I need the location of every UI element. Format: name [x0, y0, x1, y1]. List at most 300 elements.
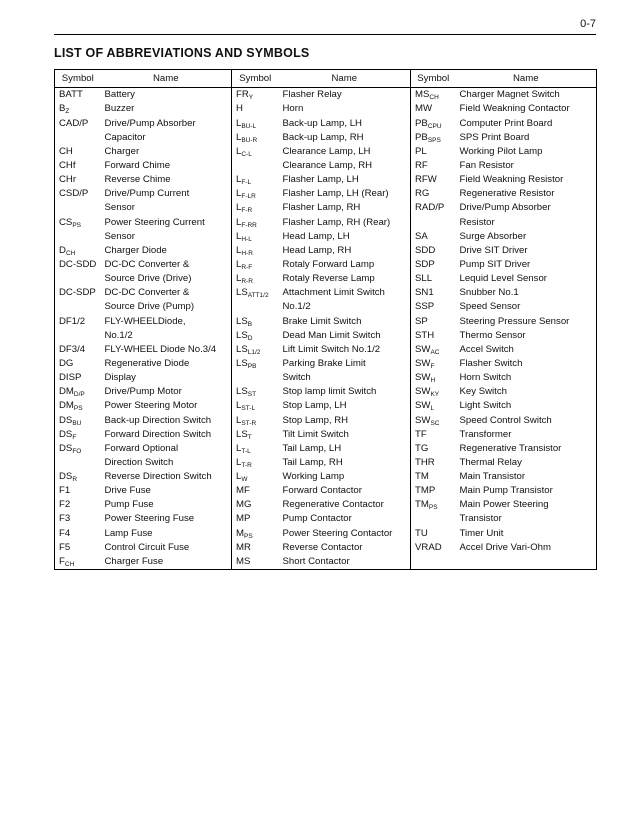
symbol-text: TU — [415, 527, 428, 539]
symbol-cell — [411, 371, 456, 385]
symbol-cell — [411, 314, 456, 328]
symbol-text: M — [236, 527, 244, 539]
column-header-name: Name — [456, 70, 597, 88]
symbol-cell — [411, 555, 456, 570]
name-cell: Head Lamp, RH — [282, 244, 352, 256]
symbol-cell — [232, 470, 279, 484]
name-cell: Working Lamp — [282, 471, 345, 483]
symbol-text: DM — [59, 400, 74, 412]
symbol-text: SN1 — [415, 287, 434, 299]
name-cell: SPS Print Board — [456, 130, 597, 144]
symbol-text: SP — [415, 315, 428, 327]
symbol-cell — [55, 413, 101, 427]
name-cell: Drive Fuse — [104, 485, 151, 497]
symbol-cell — [411, 343, 456, 357]
symbol-subscript: F-R — [241, 207, 253, 215]
name-cell: Rotaly Forward Lamp — [282, 258, 375, 270]
symbol-cell — [232, 442, 279, 456]
name-cell: FLY-WHEELDiode, — [104, 315, 186, 327]
symbol-text: L — [236, 174, 242, 186]
name-cell: Timer Unit — [456, 526, 597, 540]
symbol-text: DISP — [59, 372, 82, 384]
name-cell: Drive/Pump Absorber — [456, 201, 597, 215]
table-row — [55, 272, 597, 286]
symbol-subscript: ST-R — [241, 419, 257, 427]
symbol-cell — [55, 88, 101, 103]
symbol-text: SW — [415, 386, 431, 398]
symbol-cell — [55, 130, 101, 144]
symbol-text: L — [236, 244, 242, 256]
table-row — [55, 328, 597, 342]
symbol-cell — [232, 300, 279, 314]
symbol-cell — [55, 526, 101, 540]
symbol-text: CSD/P — [59, 188, 89, 200]
symbol-subscript: Z — [65, 108, 70, 116]
symbol-cell — [411, 130, 456, 144]
symbol-cell — [55, 215, 101, 229]
table-row — [55, 427, 597, 441]
name-cell: Back-up Direction Switch — [104, 414, 212, 426]
symbol-subscript: SPS — [427, 136, 441, 144]
symbol-subscript: FO — [72, 447, 82, 455]
symbol-text: L — [236, 131, 242, 143]
symbol-cell — [55, 470, 101, 484]
name-cell: Power Steering Motor — [104, 400, 198, 412]
symbol-cell — [411, 286, 456, 300]
column-header-name: Name — [101, 70, 232, 88]
symbol-cell — [55, 512, 101, 526]
table-row — [55, 484, 597, 498]
symbol-text: DC-SDD — [59, 258, 97, 270]
symbol-text: FR — [236, 89, 249, 101]
name-cell: Transformer — [456, 427, 597, 441]
name-cell: Charger Diode — [104, 244, 167, 256]
table-header-row — [55, 70, 597, 88]
symbol-subscript: B — [247, 320, 253, 328]
symbol-cell — [411, 427, 456, 441]
name-cell: Stop Lamp, RH — [282, 414, 349, 426]
symbol-cell — [411, 102, 456, 116]
symbol-text: L — [236, 258, 242, 270]
column-header-symbol: Symbol — [55, 70, 101, 88]
table-row — [55, 555, 597, 570]
name-cell: Drive/Pump Absorber — [104, 117, 196, 129]
symbol-cell — [411, 201, 456, 215]
name-cell: Main Pump Transistor — [456, 484, 597, 498]
symbol-cell — [411, 244, 456, 258]
name-cell: Flasher Lamp, LH — [282, 174, 359, 186]
name-cell: Drive/Pump Motor — [104, 386, 182, 398]
name-cell: Direction Switch — [104, 456, 174, 468]
symbol-cell — [55, 541, 101, 555]
name-cell: Flasher Relay — [282, 89, 342, 101]
symbol-cell — [411, 541, 456, 555]
name-cell: Tilt Limit Switch — [282, 428, 349, 440]
symbol-text: DC-SDP — [59, 287, 96, 299]
name-cell: Accel Drive Vari-Ohm — [456, 541, 597, 555]
name-cell: DC-DC Converter & — [104, 287, 190, 299]
symbol-text: DS — [59, 442, 73, 454]
name-cell: Thermo Sensor — [456, 328, 597, 342]
symbol-cell — [55, 498, 101, 512]
symbol-text: PL — [415, 145, 427, 157]
symbol-text: F2 — [59, 499, 71, 511]
table-row — [55, 258, 597, 272]
symbol-text: H — [236, 103, 243, 115]
symbol-cell — [55, 385, 101, 399]
symbol-text: DG — [59, 357, 74, 369]
name-cell: Capacitor — [104, 131, 146, 143]
symbol-text: CAD/P — [59, 117, 89, 129]
table-row — [55, 498, 597, 512]
symbol-cell — [232, 215, 279, 229]
table-row — [55, 385, 597, 399]
symbol-text: RFW — [415, 174, 437, 186]
name-cell: Tail Lamp, RH — [282, 456, 343, 468]
symbol-cell — [232, 201, 279, 215]
table-row — [55, 541, 597, 555]
name-cell: Computer Print Board — [456, 116, 597, 130]
symbol-cell — [55, 258, 101, 272]
symbol-text: L — [236, 202, 242, 214]
symbol-text: L — [236, 400, 242, 412]
symbol-text: RAD/P — [415, 202, 445, 214]
name-cell: Working Pilot Lamp — [456, 145, 597, 159]
name-cell: Regenerative Transistor — [456, 442, 597, 456]
symbol-subscript: ST — [247, 391, 257, 399]
name-cell: Field Weakning Resistor — [456, 173, 597, 187]
symbol-cell — [411, 526, 456, 540]
table-row — [55, 442, 597, 456]
name-cell: Key Switch — [456, 385, 597, 399]
page-number: 0-7 — [580, 18, 596, 30]
symbol-subscript: L — [430, 405, 435, 413]
symbol-cell — [411, 88, 456, 103]
symbol-subscript: F — [72, 433, 77, 441]
symbol-cell — [55, 201, 101, 215]
symbol-cell — [232, 187, 279, 201]
symbol-cell — [55, 159, 101, 173]
table-row — [55, 314, 597, 328]
name-cell: Power Steering Fuse — [104, 513, 195, 525]
symbol-cell — [232, 258, 279, 272]
symbol-text: F4 — [59, 527, 71, 539]
symbol-cell — [232, 314, 279, 328]
symbol-cell — [411, 215, 456, 229]
symbol-text: LS — [236, 386, 248, 398]
name-cell: Attachment Limit Switch — [282, 287, 385, 299]
name-cell: Horn — [282, 103, 304, 115]
table-row — [55, 286, 597, 300]
name-cell: Speed Control Switch — [456, 413, 597, 427]
symbol-subscript: CPU — [427, 122, 442, 130]
symbol-text: CHf — [59, 159, 76, 171]
table-row — [55, 456, 597, 470]
name-cell: Surge Absorber — [456, 229, 597, 243]
name-cell: Source Drive (Drive) — [104, 273, 192, 285]
symbol-text: DS — [59, 428, 73, 440]
symbol-subscript: R-R — [241, 278, 253, 286]
symbol-subscript: H — [430, 377, 436, 385]
name-cell: Light Switch — [456, 399, 597, 413]
symbol-cell — [232, 102, 279, 116]
name-cell: Forward Direction Switch — [104, 428, 212, 440]
symbol-cell — [55, 229, 101, 243]
symbol-text: SLL — [415, 273, 433, 285]
symbol-text: F1 — [59, 485, 71, 497]
symbol-cell — [55, 314, 101, 328]
symbol-cell — [55, 399, 101, 413]
symbol-text: L — [236, 216, 242, 228]
name-cell: Switch — [282, 372, 311, 384]
symbol-subscript: CH — [64, 560, 75, 568]
symbol-text: CH — [59, 145, 73, 157]
name-cell: Flasher Lamp, RH — [282, 202, 361, 214]
symbol-text: RF — [415, 159, 428, 171]
symbol-subscript: CH — [429, 94, 439, 102]
name-cell: No.1/2 — [282, 301, 311, 313]
symbol-cell — [411, 173, 456, 187]
symbol-text: SW — [415, 400, 431, 412]
name-cell: Regenerative Diode — [104, 357, 190, 369]
symbol-subscript: T — [247, 433, 252, 441]
table-row — [55, 187, 597, 201]
symbol-text: L — [236, 230, 242, 242]
symbol-cell — [55, 286, 101, 300]
name-cell: Drive SIT Driver — [456, 244, 597, 258]
symbol-cell — [55, 244, 101, 258]
symbol-text: MS — [415, 89, 430, 101]
symbol-subscript: PB — [247, 362, 257, 370]
symbol-text: F5 — [59, 541, 71, 553]
table-row — [55, 145, 597, 159]
symbol-text: THR — [415, 456, 435, 468]
column-header-symbol: Symbol — [411, 70, 456, 88]
symbol-cell — [55, 328, 101, 342]
symbol-text: B — [59, 103, 66, 115]
symbol-subscript: BU-R — [241, 136, 258, 144]
symbol-text: TM — [415, 471, 429, 483]
symbol-text: LS — [236, 428, 248, 440]
symbol-text: TMP — [415, 485, 436, 497]
name-cell: Control Circuit Fuse — [104, 541, 190, 553]
symbol-cell — [55, 173, 101, 187]
symbol-cell — [232, 88, 279, 103]
symbol-cell — [411, 442, 456, 456]
symbol-subscript: Y — [248, 94, 254, 102]
symbol-text: DF3/4 — [59, 343, 86, 355]
name-cell: Head Lamp, LH — [282, 230, 350, 242]
symbol-cell — [232, 456, 279, 470]
name-cell: No.1/2 — [104, 329, 133, 341]
symbol-subscript: PS — [244, 532, 253, 540]
name-cell: Speed Sensor — [456, 300, 597, 314]
symbol-subscript: PS — [428, 504, 438, 512]
name-cell: Regenerative Resistor — [456, 187, 597, 201]
symbol-subscript: BU — [72, 419, 82, 427]
name-cell: Forward Contactor — [282, 485, 362, 497]
symbol-cell — [55, 371, 101, 385]
symbol-cell — [232, 484, 279, 498]
symbol-cell — [55, 484, 101, 498]
name-cell: Charger — [104, 145, 140, 157]
symbol-text: SSP — [415, 301, 435, 313]
symbol-subscript: D — [247, 334, 253, 342]
symbol-subscript: BU-L — [241, 122, 257, 130]
symbol-subscript: R-F — [241, 263, 253, 271]
symbol-subscript: H-L — [241, 235, 252, 243]
symbol-text: DF1/2 — [59, 315, 86, 327]
name-cell: Tail Lamp, LH — [282, 442, 342, 454]
table-row — [55, 413, 597, 427]
symbol-text: LS — [236, 315, 248, 327]
symbol-text: LS — [236, 343, 248, 355]
symbol-cell — [411, 116, 456, 130]
symbol-cell — [411, 357, 456, 371]
symbol-text: TM — [415, 499, 429, 511]
symbol-subscript: CH — [65, 249, 76, 257]
symbol-cell — [55, 300, 101, 314]
name-cell: Short Contactor — [279, 555, 411, 570]
symbol-cell — [411, 328, 456, 342]
symbol-text: L — [236, 442, 242, 454]
name-cell: Charger Magnet Switch — [456, 88, 597, 103]
symbol-cell — [232, 526, 279, 540]
symbol-cell — [55, 187, 101, 201]
symbol-cell — [232, 328, 279, 342]
name-cell: Sensor — [104, 202, 135, 214]
name-cell: Pump Fuse — [104, 499, 154, 511]
name-cell: Accel Switch — [456, 343, 597, 357]
symbol-text: SW — [415, 357, 431, 369]
symbol-text: VRAD — [415, 541, 442, 553]
name-cell: FLY-WHEEL Diode No.3/4 — [104, 343, 217, 355]
symbol-text: SW — [415, 343, 431, 355]
symbol-cell — [55, 145, 101, 159]
symbol-cell — [232, 413, 279, 427]
name-cell: Main Power Steering — [456, 498, 597, 512]
name-cell: Stop Lamp, LH — [282, 400, 347, 412]
symbol-text: MG — [236, 499, 252, 511]
symbol-cell — [232, 371, 279, 385]
name-cell: Buzzer — [104, 103, 135, 115]
symbol-subscript: AC — [430, 348, 440, 356]
symbol-cell — [55, 343, 101, 357]
table-row — [55, 173, 597, 187]
symbol-text: L — [236, 117, 242, 129]
symbol-text: F — [59, 555, 65, 567]
table-row — [55, 116, 597, 130]
symbol-cell — [232, 555, 279, 570]
symbol-text: DS — [59, 414, 73, 426]
symbol-text: F3 — [59, 513, 71, 525]
name-cell: Reverse Direction Switch — [104, 471, 212, 483]
name-cell: Thermal Relay — [456, 456, 597, 470]
symbol-cell — [411, 272, 456, 286]
name-cell: Forward Chime — [104, 159, 171, 171]
table-row — [55, 244, 597, 258]
symbol-subscript: F-LR — [241, 193, 256, 201]
name-cell: Rotaly Reverse Lamp — [282, 273, 375, 285]
symbol-subscript: W — [241, 476, 248, 484]
name-cell: Back-up Lamp, LH — [282, 117, 362, 129]
name-cell: Transistor — [456, 512, 597, 526]
name-cell: DC-DC Converter & — [104, 258, 190, 270]
symbol-subscript: F — [430, 362, 435, 370]
table-row — [55, 215, 597, 229]
symbol-text: CS — [59, 216, 73, 228]
symbol-subscript: T-R — [241, 461, 252, 469]
symbol-cell — [411, 145, 456, 159]
symbol-text: SDD — [415, 244, 436, 256]
name-cell: Pump Contactor — [282, 513, 352, 525]
symbol-cell — [232, 130, 279, 144]
symbol-cell — [411, 413, 456, 427]
symbol-cell — [232, 159, 279, 173]
table-row — [55, 343, 597, 357]
symbol-cell — [232, 541, 279, 555]
table-row — [55, 88, 597, 103]
name-cell — [456, 555, 597, 570]
symbol-text: L — [236, 145, 242, 157]
symbol-text: SW — [415, 414, 431, 426]
symbol-cell — [232, 286, 279, 300]
symbol-cell — [55, 442, 101, 456]
name-cell: Power Steering Contactor — [282, 527, 393, 539]
name-cell: Flasher Lamp, LH (Rear) — [282, 188, 389, 200]
symbol-text: LS — [236, 287, 248, 299]
name-cell: Lequid Level Sensor — [456, 272, 597, 286]
symbol-cell — [232, 272, 279, 286]
symbol-cell — [55, 116, 101, 130]
symbol-text: L — [236, 471, 242, 483]
symbol-cell — [232, 145, 279, 159]
symbol-cell — [411, 470, 456, 484]
symbol-cell — [411, 187, 456, 201]
symbol-text: BATT — [59, 89, 83, 101]
table-row — [55, 526, 597, 540]
symbol-text: MP — [236, 513, 251, 525]
symbol-subscript: F-L — [241, 179, 252, 187]
symbol-cell — [411, 229, 456, 243]
name-cell: Power Steering Current — [104, 216, 205, 228]
symbol-text: LS — [236, 329, 248, 341]
column-header-symbol: Symbol — [232, 70, 279, 88]
name-cell: Snubber No.1 — [456, 286, 597, 300]
name-cell: Horn Switch — [456, 371, 597, 385]
name-cell: Dead Man Limit Switch — [282, 329, 381, 341]
symbol-subscript: L1/2 — [247, 348, 261, 356]
name-cell: Sensor — [104, 230, 135, 242]
table-row — [55, 130, 597, 144]
symbol-cell — [55, 272, 101, 286]
table-row — [55, 470, 597, 484]
symbol-subscript: H-R — [241, 249, 253, 257]
symbol-text: L — [236, 414, 242, 426]
symbol-cell — [232, 116, 279, 130]
symbol-subscript: PS — [72, 221, 81, 229]
name-cell: Resistor — [456, 215, 597, 229]
symbol-subscript: ATT1/2 — [247, 292, 269, 300]
symbol-cell — [411, 456, 456, 470]
table-row — [55, 229, 597, 243]
symbol-subscript: F-RR — [241, 221, 257, 229]
symbol-text: SDP — [415, 258, 435, 270]
symbol-cell — [232, 498, 279, 512]
top-rule — [54, 34, 596, 35]
name-cell: Source Drive (Pump) — [104, 301, 195, 313]
table-row — [55, 300, 597, 314]
